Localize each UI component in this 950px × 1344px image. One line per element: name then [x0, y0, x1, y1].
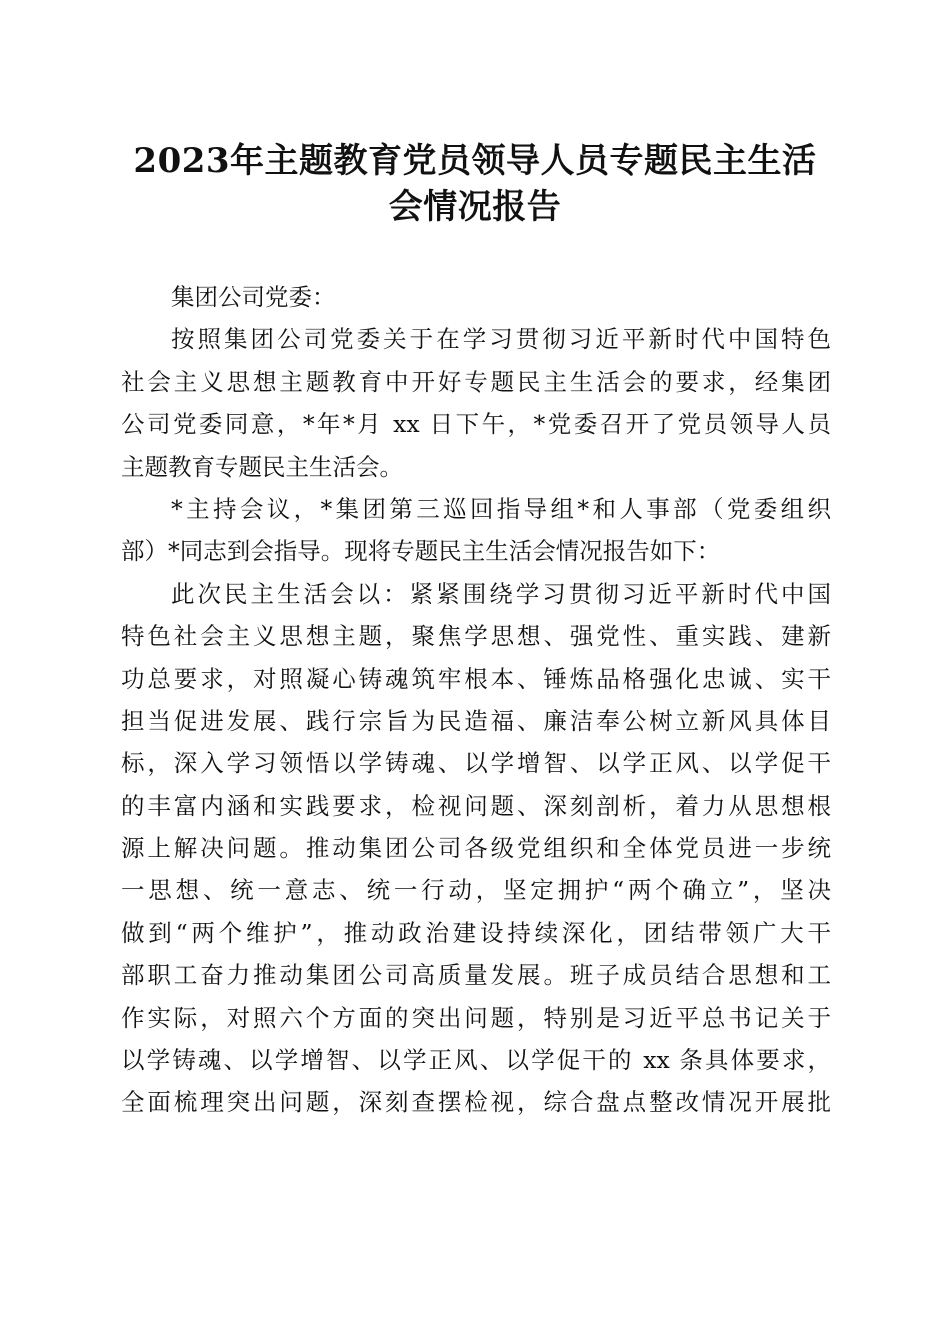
paragraph-3-line-5: 标，深入学习领悟以学铸魂、以学增智、以学正风、以学促干 [121, 749, 831, 778]
title-line-1: 2023年主题教育党员领导人员专题民主生活 [133, 141, 817, 181]
document-body [121, 276, 831, 1124]
paragraph-3-line-7: 源上解决问题。推动集团公司各级党组织和全体党员进一步统 [121, 834, 831, 863]
paragraph-3-line-8: 一思想、统一意志、统一行动，坚定拥护“两个确立”，坚决 [121, 876, 831, 905]
paragraph-1-line-1: 按照集团公司党委关于在学习贯彻习近平新时代中国特色 [171, 325, 831, 354]
paragraph-3-line-1: 此次民主生活会以：紧紧围绕学习贯彻习近平新时代中国 [171, 579, 831, 608]
paragraph-3-line-6: 的丰富内涵和实践要求，检视问题、深刻剖析，着力从思想根 [121, 791, 831, 820]
paragraph-1-line-4: 主题教育专题民主生活会。 [121, 452, 403, 481]
paragraph-3-line-11: 作实际，对照六个方面的突出问题，特别是习近平总书记关于 [121, 1003, 831, 1032]
paragraph-1-line-2: 社会主义思想主题教育中开好专题民主生活会的要求，经集团 [121, 367, 831, 396]
paragraph-3-line-4: 担当促进发展、践行宗旨为民造福、廉洁奉公树立新风具体目 [121, 706, 831, 735]
title-line-2: 会情况报告 [388, 187, 562, 227]
paragraph-3-line-12: 以学铸魂、以学增智、以学正风、以学促干的 xx 条具体要求， [121, 1046, 831, 1075]
salutation-line: 集团公司党委： [171, 283, 336, 311]
paragraph-2-line-1: *主持会议，*集团第三巡回指导组*和人事部（党委组织 [171, 494, 831, 523]
paragraph-3-line-2: 特色社会主义思想主题，聚焦学思想、强党性、重实践、建新 [121, 622, 831, 651]
paragraph-3-line-3: 功总要求，对照凝心铸魂筑牢根本、锤炼品格强化忠诚、实干 [121, 664, 831, 693]
document-title [120, 138, 830, 230]
paragraph-3-line-9: 做到“两个维护”，推动政治建设持续深化，团结带领广大干 [121, 918, 831, 947]
paragraph-2-line-2: 部）*同志到会指导。现将专题民主生活会情况报告如下： [121, 537, 721, 566]
paragraph-1-line-3: 公司党委同意，*年*月 xx 日下午，*党委召开了党员领导人员 [121, 410, 831, 439]
paragraph-3-line-13: 全面梳理突出问题，深刻查摆检视，综合盘点整改情况开展批 [121, 1088, 831, 1117]
paragraph-3-line-10: 部职工奋力推动集团公司高质量发展。班子成员结合思想和工 [121, 961, 831, 990]
